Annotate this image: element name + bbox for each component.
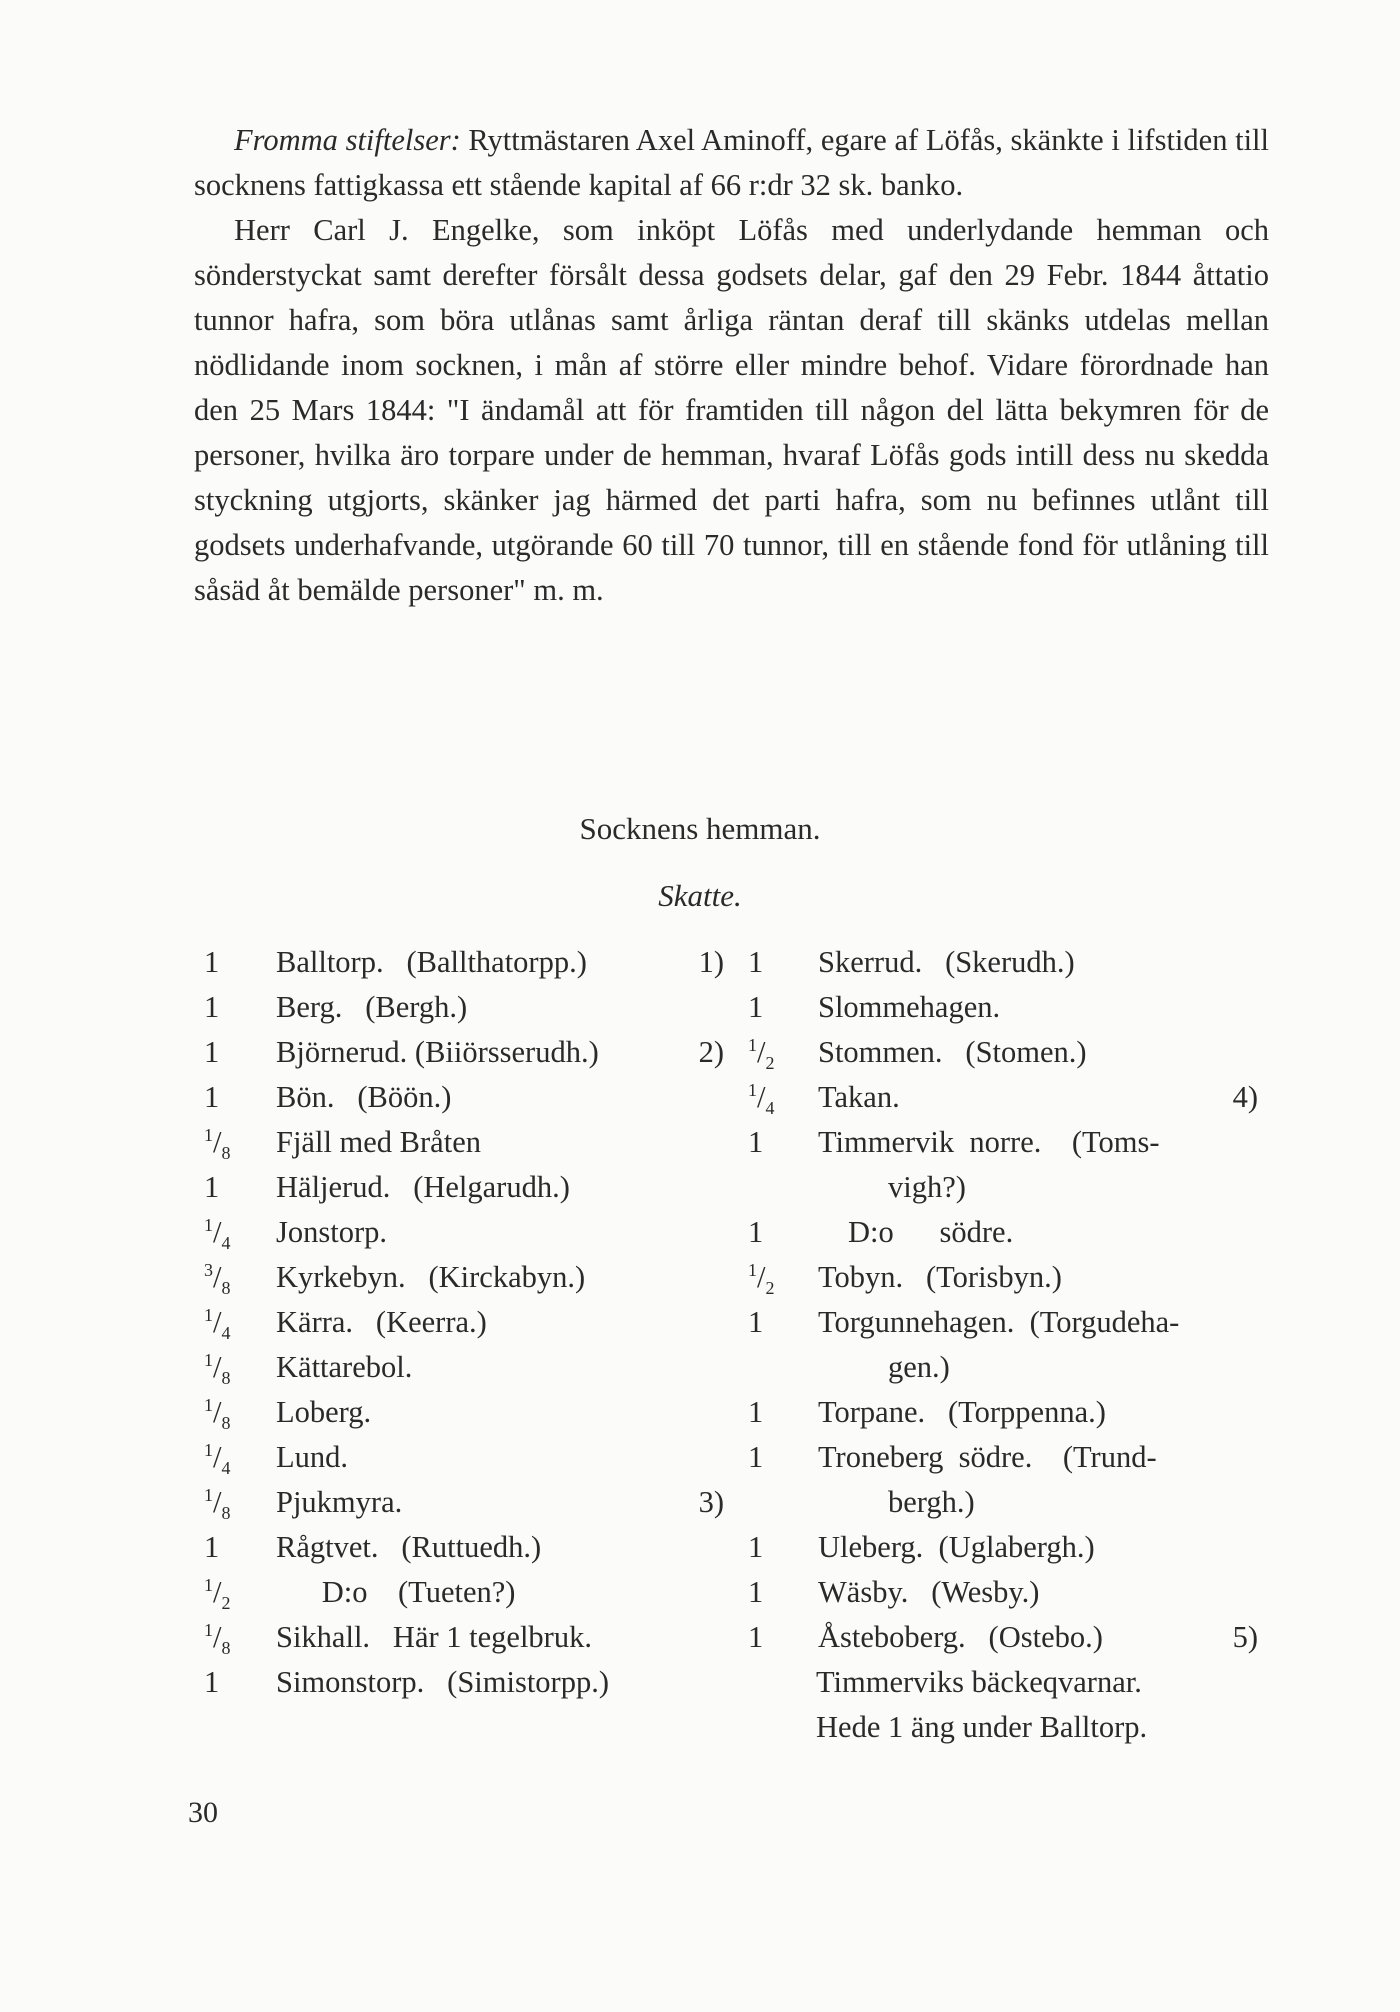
hemman-share: 1 bbox=[204, 1080, 220, 1114]
hemman-name: Stommen. (Stomen.) bbox=[818, 1035, 1087, 1069]
footnote-marker: 4) bbox=[1232, 1080, 1258, 1114]
hemman-row bbox=[204, 940, 724, 985]
hemman-row bbox=[204, 1030, 724, 1075]
hemman-row bbox=[748, 1525, 1258, 1570]
hemman-share: 1 bbox=[748, 1620, 764, 1654]
body-text bbox=[194, 118, 1269, 613]
hemman-name: D:o södre. bbox=[848, 1215, 1014, 1249]
hemman-list-right bbox=[748, 940, 1258, 1750]
hemman-name: Skerrud. (Skerudh.) bbox=[818, 945, 1075, 979]
hemman-row bbox=[748, 1075, 1258, 1120]
hemman-row bbox=[748, 1300, 1258, 1345]
paragraph-text: Ryttmästaren Axel Aminoff, egare af Löfås, skänkte i lifstiden till socknens fattigkassa ett stående kapital af 66 r:dr 32 sk. banko. bbox=[194, 123, 1269, 202]
hemman-name: Timmervik norre. (Toms- bbox=[818, 1125, 1160, 1159]
hemman-name: Sikhall. Här 1 tegelbruk. bbox=[276, 1620, 592, 1654]
hemman-row bbox=[748, 1120, 1258, 1165]
hemman-row bbox=[204, 985, 724, 1030]
hemman-row bbox=[748, 1570, 1258, 1615]
hemman-share: 1 bbox=[204, 1170, 220, 1204]
paragraph-stiftelser bbox=[194, 118, 1269, 208]
hemman-row bbox=[204, 1345, 724, 1390]
hemman-row bbox=[204, 1525, 724, 1570]
hemman-row bbox=[204, 1570, 724, 1615]
footnote-marker: 1) bbox=[698, 945, 724, 979]
hemman-row bbox=[204, 1120, 724, 1165]
hemman-row bbox=[204, 1255, 724, 1300]
hemman-row bbox=[748, 1660, 1258, 1705]
hemman-share: 1 bbox=[204, 1530, 220, 1564]
hemman-row bbox=[748, 1480, 1258, 1525]
hemman-name: Fjäll med Bråten bbox=[276, 1125, 481, 1159]
page-number: 30 bbox=[188, 1796, 218, 1829]
hemman-name: Kyrkebyn. (Kirckabyn.) bbox=[276, 1260, 586, 1294]
hemman-row bbox=[748, 940, 1258, 985]
hemman-row bbox=[204, 1615, 724, 1660]
hemman-row bbox=[204, 1075, 724, 1120]
hemman-name: Slommehagen. bbox=[818, 990, 1001, 1024]
hemman-row bbox=[748, 1210, 1258, 1255]
hemman-share: $^1/_4$ bbox=[748, 1079, 775, 1119]
hemman-share: $^1/_8$ bbox=[204, 1484, 231, 1524]
hemman-name: Hede 1 äng under Balltorp. bbox=[816, 1710, 1148, 1744]
hemman-name: Troneberg södre. (Trund- bbox=[818, 1440, 1157, 1474]
hemman-name: Simonstorp. (Simistorpp.) bbox=[276, 1665, 609, 1699]
hemman-share: 1 bbox=[204, 1035, 220, 1069]
hemman-row bbox=[748, 985, 1258, 1030]
hemman-share: $^1/_4$ bbox=[204, 1304, 231, 1344]
hemman-name: Loberg. bbox=[276, 1395, 372, 1429]
hemman-share: $^1/_2$ bbox=[204, 1574, 231, 1614]
hemman-name: Jonstorp. bbox=[276, 1215, 387, 1249]
hemman-share: 1 bbox=[748, 1215, 764, 1249]
hemman-row bbox=[204, 1660, 724, 1705]
hemman-name: D:o (Tueten?) bbox=[276, 1575, 516, 1609]
hemman-share: $^1/_8$ bbox=[204, 1124, 231, 1164]
hemman-name: Häljerud. (Helgarudh.) bbox=[276, 1170, 570, 1204]
hemman-name: Uleberg. (Uglabergh.) bbox=[818, 1530, 1095, 1564]
hemman-list-left bbox=[204, 940, 724, 1705]
hemman-row bbox=[204, 1300, 724, 1345]
footnote-marker: 3) bbox=[698, 1485, 724, 1519]
hemman-name: Kättarebol. bbox=[276, 1350, 413, 1384]
section-subtitle: Skatte. bbox=[658, 878, 742, 913]
hemman-row bbox=[204, 1390, 724, 1435]
paragraph-lead: Fromma stiftelser: bbox=[234, 123, 461, 157]
hemman-name: Bön. (Böön.) bbox=[276, 1080, 452, 1114]
hemman-row bbox=[204, 1435, 724, 1480]
hemman-row bbox=[748, 1435, 1258, 1480]
paragraph-text: Herr Carl J. Engelke, som inköpt Löfås med underlydande hemman och sönderstyckat samt derefter försålt dessa godsets delar, gaf den 29 Febr. 1844 åttatio tunnor hafra, som böra utlånas samt årliga räntan deraf till skänks utdelas mellan nödlidande inom socknen, i mån af större eller mindre behof. Vidare förordnade han den 25 Mars 1844: "I ändamål att för framtiden till någon del lätta bekymren för de personer, hvilka äro torpare under de hemman, hvaraf Löfås gods intill dess nu skedda styckning utgjorts, skänker jag härmed det parti hafra, som nu befinnes utlånt till godsets underhafvande, utgörande 60 till 70 tunnor, till en stående fond för utlåning till såsäd åt bemälde personer" m. m. bbox=[194, 213, 1269, 607]
hemman-name: vigh?) bbox=[888, 1170, 966, 1204]
hemman-share: $^1/_4$ bbox=[204, 1439, 231, 1479]
hemman-share: $^1/_8$ bbox=[204, 1349, 231, 1389]
hemman-share: 1 bbox=[748, 1440, 764, 1474]
hemman-name: Lund. bbox=[276, 1440, 349, 1474]
hemman-share: 1 bbox=[748, 1395, 764, 1429]
footnote-marker: 5) bbox=[1232, 1620, 1258, 1654]
footnote-marker: 2) bbox=[698, 1035, 724, 1069]
hemman-name: Timmerviks bäckeqvarnar. bbox=[816, 1665, 1142, 1699]
hemman-row bbox=[204, 1210, 724, 1255]
hemman-row bbox=[748, 1255, 1258, 1300]
section-title: Socknens hemman. bbox=[579, 811, 821, 846]
hemman-row bbox=[748, 1705, 1258, 1750]
hemman-name: bergh.) bbox=[888, 1485, 975, 1519]
hemman-share: 1 bbox=[748, 1575, 764, 1609]
hemman-name: Wäsby. (Wesby.) bbox=[818, 1575, 1040, 1609]
paragraph-engelke bbox=[194, 208, 1269, 613]
hemman-name: Torpane. (Torppenna.) bbox=[818, 1395, 1106, 1429]
hemman-share: $^1/_2$ bbox=[748, 1034, 775, 1074]
hemman-name: Pjukmyra. bbox=[276, 1485, 403, 1519]
hemman-share: 1 bbox=[748, 1530, 764, 1564]
hemman-name: Kärra. (Keerra.) bbox=[276, 1305, 487, 1339]
hemman-name: Berg. (Bergh.) bbox=[276, 990, 468, 1024]
hemman-row bbox=[748, 1165, 1258, 1210]
hemman-row bbox=[204, 1480, 724, 1525]
hemman-name: Torgunnehagen. (Torgudeha- bbox=[818, 1305, 1180, 1339]
hemman-share: $^1/_2$ bbox=[748, 1259, 775, 1299]
hemman-share: 1 bbox=[748, 990, 764, 1024]
hemman-row bbox=[748, 1615, 1258, 1660]
hemman-row bbox=[748, 1030, 1258, 1075]
hemman-share: 1 bbox=[204, 1665, 220, 1699]
hemman-share: 1 bbox=[204, 990, 220, 1024]
hemman-row bbox=[204, 1165, 724, 1210]
hemman-share: $^1/_8$ bbox=[204, 1394, 231, 1434]
hemman-share: 1 bbox=[748, 945, 764, 979]
hemman-share: $^1/_8$ bbox=[204, 1619, 231, 1659]
hemman-row bbox=[748, 1345, 1258, 1390]
hemman-row bbox=[748, 1390, 1258, 1435]
hemman-name: Takan. bbox=[818, 1080, 900, 1114]
hemman-name: Björnerud. (Biiörsserudh.) bbox=[276, 1035, 599, 1069]
hemman-name: Tobyn. (Torisbyn.) bbox=[818, 1260, 1062, 1294]
hemman-share: 1 bbox=[748, 1305, 764, 1339]
hemman-name: Balltorp. (Ballthatorpp.) bbox=[276, 945, 587, 979]
hemman-share: 1 bbox=[204, 945, 220, 979]
hemman-share: $^3/_8$ bbox=[204, 1259, 231, 1299]
hemman-name: Åsteboberg. (Ostebo.) bbox=[818, 1620, 1103, 1654]
hemman-name: gen.) bbox=[888, 1350, 950, 1384]
hemman-share: 1 bbox=[748, 1125, 764, 1159]
hemman-name: Rågtvet. (Ruttuedh.) bbox=[276, 1530, 542, 1564]
hemman-share: $^1/_4$ bbox=[204, 1214, 231, 1254]
